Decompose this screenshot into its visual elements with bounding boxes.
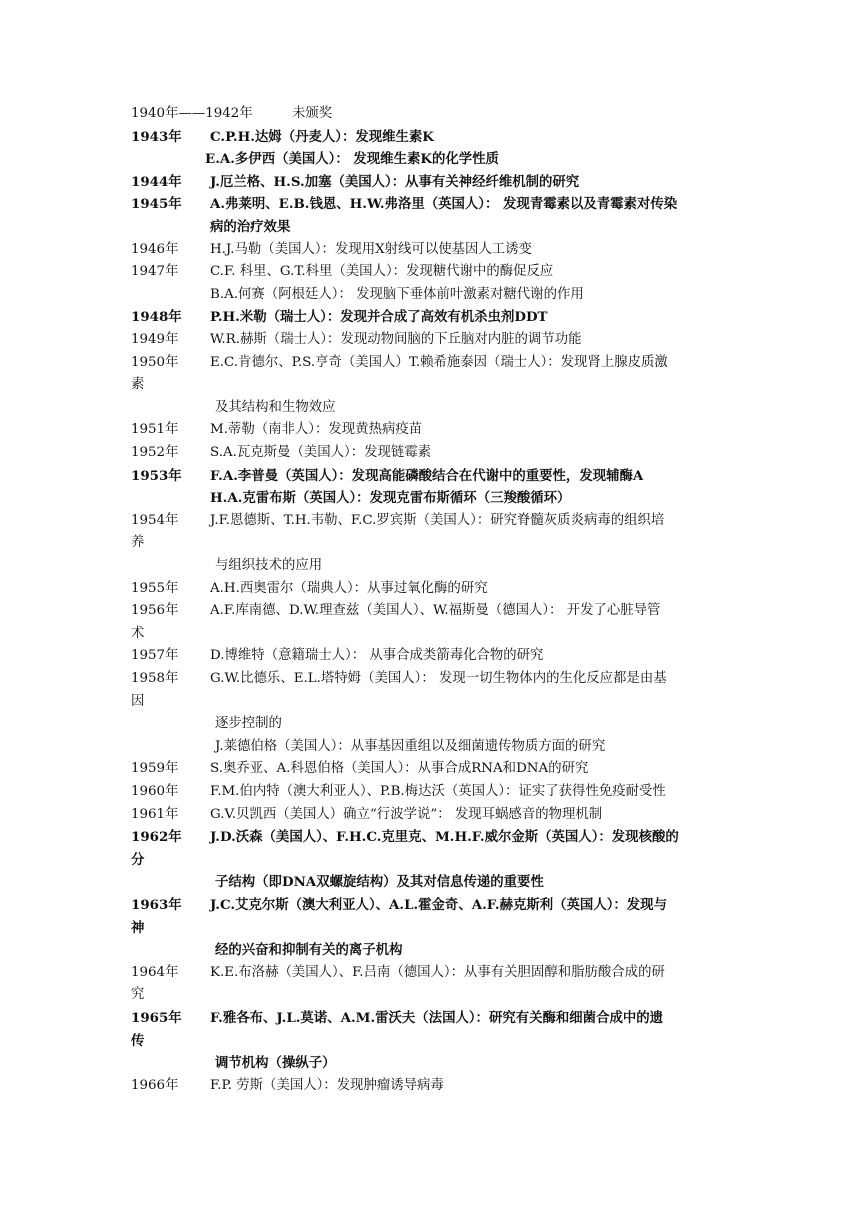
year-label: 1946年: [131, 241, 179, 257]
entry-text: 经的兴奋和抑制有关的离子机构: [215, 942, 403, 959]
year-label: 1960年: [131, 784, 179, 799]
entry-text: H.A.克雷布斯（英国人）：发现克雷布斯循环（三羧酸循环）: [210, 490, 571, 507]
entry-text: P.H.米勒（瑞士人）：发现并合成了高效有机杀虫剂DDT: [210, 309, 548, 326]
year-label: 1949年: [131, 332, 179, 347]
entry-text: A.F.库南德、D.W.理查兹（美国人）、W.福斯曼（德国人）： 开发了心脏导管: [210, 603, 661, 619]
entry-text: C.P.H.达姆（丹麦人）：发现维生素K: [210, 128, 434, 145]
entry-text: F.P. 劳斯（美国人）：发现肿瘤诱导病毒: [210, 1077, 444, 1093]
entry-text: M.蒂勒（南非人）：发现黄热病疫苗: [210, 422, 423, 438]
wrapped-continuation-text: 分: [131, 851, 145, 868]
entry-text: 未颁奖: [292, 106, 333, 121]
year-label: 1956年: [131, 603, 179, 619]
entry-text: W.R.赫斯（瑞士人）：发现动物间脑的下丘脑对内脏的调节功能: [210, 332, 582, 347]
wrapped-continuation-text: 传: [131, 1032, 145, 1049]
year-label: 1964年: [131, 964, 179, 980]
year-label: 1955年: [131, 580, 179, 596]
year-label: 1954年: [131, 512, 179, 528]
entry-text: S.奥乔亚、A.科恩伯格（美国人）：从事合成RNA和DNA的研究: [210, 761, 589, 777]
year-label: 1958年: [131, 671, 179, 686]
entry-text: S.A.瓦克斯曼（美国人）：发现链霉素: [210, 445, 432, 460]
year-label: 1951年: [131, 422, 179, 438]
entry-text: J.F.恩德斯、T.H.韦勒、F.C.罗宾斯（美国人）：研究脊髓灰质炎病毒的组织培: [210, 512, 665, 528]
entry-text: B.A.何赛（阿根廷人）： 发现脑下垂体前叶激素对糖代谢的作用: [210, 286, 584, 302]
wrapped-continuation-text: 术: [131, 625, 145, 641]
entry-text: D.博维特（意籍瑞士人）： 从事合成类箭毒化合物的研究: [210, 648, 544, 664]
year-label: 1950年: [131, 354, 179, 370]
year-label: 1966年: [131, 1077, 179, 1093]
year-label: 1944年: [131, 173, 182, 190]
entry-text: 调节机构（操纵子）: [215, 1055, 336, 1072]
entry-text: 子结构（即DNA双螺旋结构）及其对信息传递的重要性: [215, 874, 544, 891]
entry-text: F.雅各布、J.L.莫诺、A.M.雷沃夫（法国人）：研究有关酶和细菌合成中的遗: [210, 1010, 664, 1026]
entry-text: F.M.伯内特（澳大利亚人）、P.B.梅达沃（英国人）：证实了获得性免疫耐受性: [210, 784, 666, 799]
year-label: 1959年: [131, 761, 179, 777]
entry-text: 逐步控制的: [215, 716, 282, 732]
wrapped-continuation-text: 神: [131, 919, 145, 936]
entry-text: 及其结构和生物效应: [215, 399, 336, 415]
entry-text: J.厄兰格、H.S.加塞（美国人）：从事有关神经纤维机制的研究: [210, 173, 580, 190]
wrapped-continuation-text: 因: [131, 693, 145, 709]
year-label: 1961年: [131, 806, 179, 822]
entry-text: G.V.贝凯西（美国人）确立“行波学说”： 发现耳蜗感音的物理机制: [210, 806, 603, 822]
year-label: 1963年: [131, 897, 182, 913]
year-label: 1965年: [131, 1010, 182, 1026]
entry-text: J.莱德伯格（美国人）：从事基因重组以及细菌遗传物质方面的研究: [215, 738, 606, 754]
entry-text: 与组织技术的应用: [215, 558, 323, 573]
entry-text: E.A.多伊西（美国人）： 发现维生素K的化学性质: [205, 151, 499, 168]
wrapped-continuation-text: 究: [131, 987, 145, 1003]
entry-text: A.H.西奥雷尔（瑞典人）：从事过氧化酶的研究: [210, 580, 488, 596]
entry-text: J.C.艾克尔斯（澳大利亚人）、A.L.霍金奇、A.F.赫克斯利（英国人）：发现与: [210, 897, 667, 913]
wrapped-continuation-text: 素: [131, 377, 145, 393]
year-label: 1947年: [131, 264, 179, 280]
entry-text: F.A.李普曼（英国人）：发现高能磷酸结合在代谢中的重要性，发现辅酶A: [210, 467, 644, 484]
entry-text: C.F. 科里、G.T.科里（美国人）：发现糖代谢中的酶促反应: [210, 264, 554, 280]
wrapped-continuation-text: 养: [131, 535, 145, 551]
entry-text: J.D.沃森（美国人）、F.H.C.克里克、M.H.F.威尔金斯（英国人）：发现核酸的: [210, 829, 679, 846]
entry-text: A.弗莱明、E.B.钱恩、H.W.弗洛里（英国人）： 发现青霉素以及青霉素对传染: [210, 196, 678, 213]
year-label: 1945年: [131, 196, 182, 213]
year-label: 1948年: [131, 309, 182, 326]
year-label: 1943年: [131, 128, 182, 145]
year-label: 1957年: [131, 648, 179, 664]
year-label: 1952年: [131, 445, 179, 460]
entry-text: E.C.肯德尔、P.S.亨奇（美国人）T.赖希施泰因（瑞士人）：发现肾上腺皮质激: [210, 354, 668, 370]
year-label: 1953年: [131, 467, 182, 484]
year-label: 1940年——1942年: [131, 106, 253, 121]
year-label: 1962年: [131, 829, 182, 846]
entry-text: H.J.马勒（美国人）：发现用X射线可以使基因人工诱变: [210, 241, 532, 257]
entry-text: G.W.比德乐、E.L.塔特姆（美国人）： 发现一切生物体内的生化反应都是由基: [210, 671, 667, 686]
entry-text: K.E.布洛赫（美国人）、F.吕南（德国人）：从事有关胆固醇和脂肪酸合成的研: [210, 964, 665, 980]
entry-text: 病的治疗效果: [210, 219, 291, 235]
